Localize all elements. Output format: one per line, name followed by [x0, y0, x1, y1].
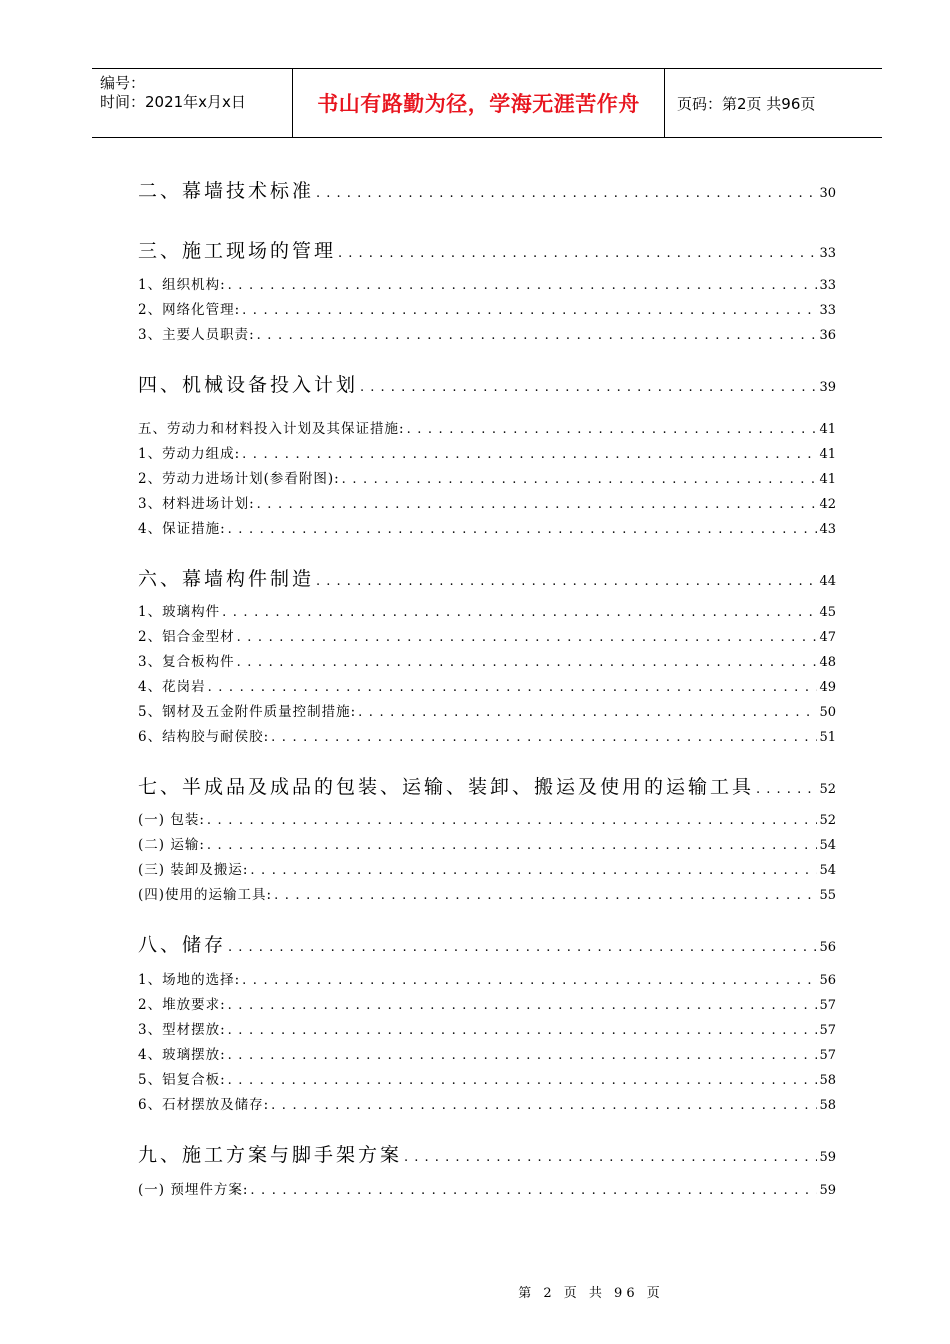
toc-entry-page: 56	[819, 973, 836, 988]
toc-dot-leader	[207, 813, 818, 828]
toc-entry-title: 4、玻璃摆放:	[138, 1047, 226, 1063]
footer-page-number: 第 2 页 共 96 页	[518, 1286, 664, 1301]
toc-entry-page: 59	[819, 1150, 836, 1165]
toc-dot-leader	[250, 863, 817, 878]
toc-dot-leader	[316, 186, 817, 201]
toc-entry-page: 41	[819, 472, 836, 487]
toc-dot-leader	[228, 940, 817, 955]
toc-dot-leader	[242, 973, 817, 988]
toc-entry-page: 36	[819, 328, 836, 343]
toc-dot-leader	[228, 1048, 818, 1063]
toc-section-entry[interactable]	[138, 675, 836, 695]
toc-dot-leader	[274, 888, 817, 903]
toc-dot-leader	[316, 574, 817, 589]
toc-section-entry[interactable]	[138, 833, 836, 853]
toc-entry-title: 九、施工方案与脚手架方案	[138, 1144, 403, 1166]
toc-section-entry[interactable]	[138, 650, 836, 670]
toc-entry-title: (四)使用的运输工具:	[138, 887, 273, 903]
toc-entry-page: 52	[819, 813, 836, 828]
toc-entry-title: 6、结构胶与耐侯胶:	[138, 729, 270, 745]
toc-dot-leader	[242, 303, 817, 318]
toc-section-entry[interactable]	[138, 1018, 836, 1038]
toc-entry-page: 51	[819, 730, 836, 745]
toc-dot-leader	[222, 605, 817, 620]
toc-entry-title: 六、幕墙构件制造	[138, 568, 315, 590]
toc-entry-page: 33	[819, 303, 836, 318]
toc-dot-leader	[228, 998, 818, 1013]
toc-dot-leader	[338, 246, 817, 261]
toc-entry-title: 1、玻璃构件	[138, 604, 221, 620]
toc-entry-title: 5、铝复合板:	[138, 1072, 226, 1088]
toc-entry-page: 41	[819, 422, 836, 437]
toc-entry-title: 2、堆放要求:	[138, 997, 226, 1013]
toc-entry-page: 58	[819, 1073, 836, 1088]
toc-entry-title: 四、机械设备投入计划	[138, 374, 359, 396]
toc-entry-page: 59	[819, 1183, 836, 1198]
toc-entry-title: 3、材料进场计划:	[138, 496, 255, 512]
document-number-label: 编号：	[100, 74, 146, 92]
toc-section-entry[interactable]	[138, 323, 836, 343]
page-header	[92, 68, 882, 138]
toc-entry-title: 1、组织机构:	[138, 277, 226, 293]
toc-entry-page: 56	[819, 940, 836, 955]
toc-dot-leader	[242, 447, 817, 462]
toc-dot-leader	[360, 380, 817, 395]
toc-entry-title: 1、场地的选择:	[138, 972, 241, 988]
toc-entry-title: 2、劳动力进场计划(参看附图):	[138, 471, 340, 487]
toc-entry-page: 39	[819, 380, 836, 395]
toc-section-entry[interactable]	[138, 1178, 836, 1198]
toc-entry-page: 43	[819, 522, 836, 537]
toc-dot-leader	[358, 705, 817, 720]
toc-dot-leader	[257, 328, 818, 343]
toc-entry-page: 52	[819, 782, 836, 797]
toc-entry-title: 3、主要人员职责:	[138, 327, 255, 343]
toc-entry-title: 3、复合板构件	[138, 654, 235, 670]
toc-section-entry[interactable]	[138, 1093, 836, 1113]
toc-dot-leader	[271, 1098, 817, 1113]
header-motto-cell	[293, 69, 665, 137]
toc-dot-leader	[257, 497, 818, 512]
toc-section-entry[interactable]	[138, 298, 836, 318]
toc-entry-title: 五、劳动力和材料投入计划及其保证措施:	[138, 421, 405, 437]
toc-dot-leader	[271, 730, 817, 745]
header-motto: 书山有路勤为径，学海无涯苦作舟	[317, 92, 640, 116]
toc-dot-leader	[208, 680, 818, 695]
toc-chapter-entry[interactable]	[138, 772, 836, 799]
toc-entry-page: 33	[819, 278, 836, 293]
toc-dot-leader	[342, 472, 818, 487]
toc-entry-page: 50	[819, 705, 836, 720]
toc-section-entry[interactable]	[138, 442, 836, 462]
toc-entry-title: 4、花岗岩	[138, 679, 206, 695]
toc-dot-leader	[207, 838, 818, 853]
toc-chapter-entry[interactable]	[138, 930, 836, 957]
toc-entry-page: 54	[819, 863, 836, 878]
toc-section-entry[interactable]	[138, 700, 836, 720]
toc-entry-title: 三、施工现场的管理	[138, 240, 337, 262]
toc-section-entry[interactable]	[138, 725, 836, 745]
toc-chapter-entry[interactable]	[138, 176, 836, 203]
toc-entry-page: 57	[819, 1048, 836, 1063]
toc-entry-title: 3、型材摆放:	[138, 1022, 226, 1038]
toc-chapter-entry[interactable]	[138, 370, 836, 397]
toc-dot-leader	[407, 422, 818, 437]
toc-entry-page: 57	[819, 1023, 836, 1038]
toc-entry-title: 八、储存	[138, 934, 227, 956]
toc-entry-page: 58	[819, 1098, 836, 1113]
toc-entry-page: 55	[819, 888, 836, 903]
toc-dot-leader	[237, 630, 818, 645]
toc-section-entry[interactable]	[138, 883, 836, 903]
toc-dot-leader	[404, 1150, 817, 1165]
toc-entry-title: 5、钢材及五金附件质量控制措施:	[138, 704, 357, 720]
toc-entry-title: (一) 预埋件方案:	[138, 1182, 249, 1198]
document-date-label: 时间：2021年x月x日	[100, 93, 246, 111]
toc-section-entry[interactable]	[138, 625, 836, 645]
toc-entry-page: 57	[819, 998, 836, 1013]
toc-entry-page: 48	[819, 655, 836, 670]
toc-dot-leader	[756, 782, 817, 797]
toc-entry-title: 二、幕墙技术标准	[138, 180, 315, 202]
toc-entry-page: 47	[819, 630, 836, 645]
toc-section-entry[interactable]	[138, 993, 836, 1013]
toc-entry-page: 54	[819, 838, 836, 853]
toc-entry-page: 44	[819, 574, 836, 589]
toc-entry-title: 6、石材摆放及储存:	[138, 1097, 270, 1113]
toc-entry-title: (二) 运输:	[138, 837, 205, 853]
toc-entry-page: 30	[819, 186, 836, 201]
toc-entry-title: 2、铝合金型材	[138, 629, 235, 645]
toc-entry-page: 42	[819, 497, 836, 512]
toc-chapter-entry[interactable]	[138, 236, 836, 263]
toc-entry-page: 49	[819, 680, 836, 695]
toc-section-entry[interactable]	[138, 858, 836, 878]
toc-section-entry[interactable]	[138, 273, 836, 293]
header-meta-cell	[92, 69, 293, 137]
toc-section-entry[interactable]	[138, 600, 836, 620]
toc-entry-title: 4、保证措施:	[138, 521, 226, 537]
toc-dot-leader	[237, 655, 818, 670]
header-page-cell	[665, 69, 882, 137]
toc-entry-title: 1、劳动力组成:	[138, 446, 241, 462]
toc-chapter-entry[interactable]	[138, 1140, 836, 1167]
toc-section-entry[interactable]	[138, 968, 836, 988]
toc-entry-title: 七、半成品及成品的包装、运输、装卸、搬运及使用的运输工具	[138, 776, 755, 798]
toc-section-entry[interactable]	[138, 1043, 836, 1063]
toc-section-entry[interactable]	[138, 808, 836, 828]
toc-dot-leader	[228, 1023, 818, 1038]
toc-entry-title: 2、网络化管理:	[138, 302, 241, 318]
toc-entry-title: (一) 包装:	[138, 812, 205, 828]
toc-section-entry[interactable]	[138, 517, 836, 537]
toc-section-entry[interactable]	[138, 467, 836, 487]
toc-dot-leader	[228, 278, 818, 293]
toc-entry-page: 33	[819, 246, 836, 261]
toc-section-entry[interactable]	[138, 417, 836, 437]
toc-entry-page: 45	[819, 605, 836, 620]
toc-dot-leader	[228, 522, 818, 537]
toc-chapter-entry[interactable]	[138, 564, 836, 591]
toc-section-entry[interactable]	[138, 1068, 836, 1088]
page-footer	[0, 1282, 950, 1301]
toc-dot-leader	[228, 1073, 818, 1088]
toc-section-entry[interactable]	[138, 492, 836, 512]
toc-dot-leader	[250, 1183, 817, 1198]
toc-entry-page: 41	[819, 447, 836, 462]
header-page-info: 页码：第2页 共96页	[677, 94, 816, 113]
toc-entry-title: (三) 装卸及搬运:	[138, 862, 249, 878]
